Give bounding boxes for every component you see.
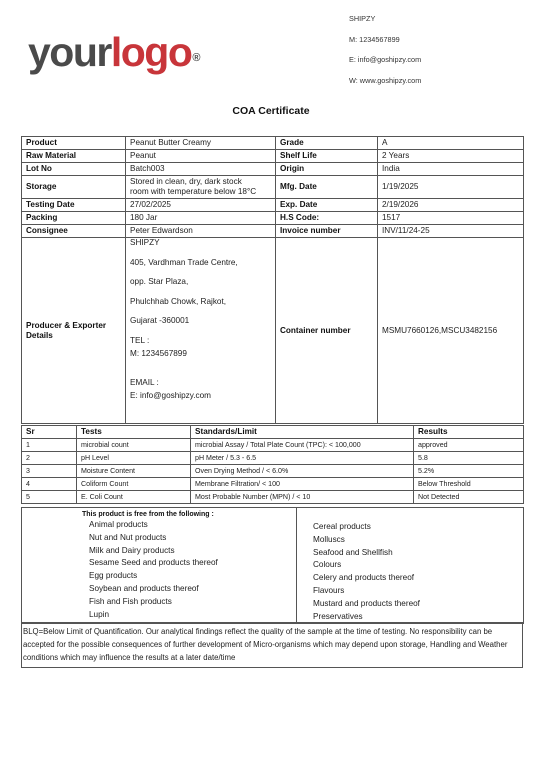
table-row: [22, 176, 524, 199]
table-row: [22, 199, 524, 212]
producer-email: E: info@goshipzy.com: [130, 390, 211, 400]
test-sr: 3: [22, 465, 77, 478]
footnote-table: [21, 622, 523, 668]
company-name: SHIPZY: [349, 14, 376, 23]
test-standard: Membrane Filtration/ < 100: [191, 478, 414, 491]
test-result: Not Detected: [414, 491, 524, 504]
storage-line-2: room with temperature below 18°C: [130, 187, 257, 196]
exp-date-label: Exp. Date: [276, 199, 378, 212]
hs-code-label: H.S Code:: [276, 212, 378, 225]
raw-material-value: Peanut: [126, 150, 276, 163]
test-results-table: [21, 425, 524, 504]
product-label: Product: [22, 137, 126, 150]
allergen-free-table: [21, 507, 524, 624]
table-row: [22, 623, 523, 668]
test-name: microbial count: [77, 439, 191, 452]
allergen-item: Milk and Dairy products: [89, 545, 175, 555]
footnote-text: BLQ=Below Limit of Quantification. Our analytical findings reflect the quality of the sample at the time of testing. No responsibility can be accepted for the possible consequences of further development of Micro-organisms which may depend upon storage, Handling and Weather conditions which may influence the results at a later date/time: [22, 623, 523, 668]
test-name: E. Coli Count: [77, 491, 191, 504]
allergen-left-cell: [22, 508, 297, 624]
shelf-life-label: Shelf Life: [276, 150, 378, 163]
company-logo: [28, 28, 201, 76]
test-sr: 5: [22, 491, 77, 504]
producer-label: [22, 238, 126, 424]
table-row: [22, 150, 524, 163]
table-row: [22, 508, 524, 624]
packing-label: Packing: [22, 212, 126, 225]
company-contact: [349, 14, 421, 96]
allergen-item: Mustard and products thereof: [313, 598, 420, 608]
allergen-item: Fish and Fish products: [89, 596, 172, 606]
producer-address-4: Gujarat -360001: [130, 316, 190, 325]
logo-text-logo: logo: [110, 29, 192, 75]
test-name: pH Level: [77, 452, 191, 465]
lot-no-label: Lot No: [22, 163, 126, 176]
consignee-label: Consignee: [22, 225, 126, 238]
product-info-table: [21, 136, 524, 424]
table-header-row: [22, 426, 524, 439]
producer-tel: M: 1234567899: [130, 348, 187, 358]
producer-address-2: opp. Star Plaza,: [130, 277, 189, 286]
allergen-item: Nut and Nut products: [89, 532, 167, 542]
allergen-item: Animal products: [89, 520, 148, 529]
table-row: [22, 478, 524, 491]
table-row: [22, 439, 524, 452]
test-result: 5.2%: [414, 465, 524, 478]
testing-date-label: Testing Date: [22, 199, 126, 212]
mfg-date-value: 1/19/2025: [378, 176, 524, 199]
allergen-item: Flavours: [313, 585, 345, 595]
company-mobile: M: 1234567899: [349, 34, 400, 44]
allergen-item: Sesame Seed and products thereof: [89, 558, 218, 568]
allergen-item: Celery and products thereof: [313, 573, 415, 583]
test-name: Coliform Count: [77, 478, 191, 491]
producer-name: SHIPZY: [130, 238, 160, 247]
logo-text-your: your: [28, 29, 111, 75]
table-row: [22, 238, 524, 424]
origin-value: India: [378, 163, 524, 176]
test-sr: 1: [22, 439, 77, 452]
table-row: [22, 491, 524, 504]
allergen-item: Cereal products: [313, 522, 371, 531]
col-header-standards: Standards/Limit: [191, 426, 414, 439]
allergen-item: Egg products: [89, 571, 138, 581]
allergen-item: Soybean and products thereof: [89, 583, 199, 593]
document-title: COA Certificate: [232, 105, 310, 117]
storage-value: [126, 176, 276, 199]
test-standard: Oven Drying Method / < 6.0%: [191, 465, 414, 478]
allergen-item: Colours: [313, 560, 342, 570]
origin-label: Origin: [276, 163, 378, 176]
container-value: MSMU7660126,MSCU3482156: [378, 238, 524, 424]
col-header-sr: Sr: [22, 426, 77, 439]
test-standard: microbial Assay / Total Plate Count (TPC): < 100,000: [191, 439, 414, 452]
producer-email-label: EMAIL :: [130, 377, 159, 387]
producer-address-1: 405, Vardhman Trade Centre,: [130, 257, 238, 267]
allergen-right-cell: [297, 508, 524, 624]
table-row: [22, 225, 524, 238]
lot-no-value: Batch003: [126, 163, 276, 176]
invoice-value: INV/11/24-25: [378, 225, 524, 238]
storage-label: Storage: [22, 176, 126, 199]
allergen-heading: This product is free from the following :: [82, 511, 214, 518]
col-header-results: Results: [414, 426, 524, 439]
test-name: Moisture Content: [77, 465, 191, 478]
raw-material-label: Raw Material: [22, 150, 126, 163]
producer-label-line-2: Details: [26, 330, 53, 340]
invoice-label: Invoice number: [276, 225, 378, 238]
producer-tel-label: TEL :: [130, 335, 150, 345]
producer-details: [126, 238, 276, 424]
packing-value: 180 Jar: [126, 212, 276, 225]
table-row: [22, 465, 524, 478]
table-row: [22, 452, 524, 465]
mfg-date-label: Mfg. Date: [276, 176, 378, 199]
allergen-item: Preservatives: [313, 611, 363, 621]
company-email: E: info@goshipzy.com: [349, 55, 422, 64]
exp-date-value: 2/19/2026: [378, 199, 524, 212]
shelf-life-value: 2 Years: [378, 150, 524, 163]
test-result: 5.8: [414, 452, 524, 465]
company-website: W: www.goshipzy.com: [349, 75, 422, 85]
test-sr: 4: [22, 478, 77, 491]
testing-date-value: 27/02/2025: [126, 199, 276, 212]
grade-value: A: [378, 137, 524, 150]
allergen-item: Seafood and Shellfish: [313, 547, 393, 557]
table-row: [22, 137, 524, 150]
test-standard: pH Meter / 5.3 - 6.5: [191, 452, 414, 465]
table-row: [22, 163, 524, 176]
grade-label: Grade: [276, 137, 378, 150]
test-standard: Most Probable Number (MPN) / < 10: [191, 491, 414, 504]
test-result: approved: [414, 439, 524, 452]
table-row: [22, 212, 524, 225]
test-result: Below Threshold: [414, 478, 524, 491]
producer-label-line-1: Producer & Exporter: [26, 320, 107, 330]
allergen-item: Molluscs: [313, 534, 345, 544]
producer-address-3: Phulchhab Chowk, Rajkot,: [130, 296, 227, 306]
allergen-item: Lupin: [89, 609, 110, 619]
registered-mark: ®: [192, 52, 201, 64]
col-header-tests: Tests: [77, 426, 191, 439]
container-label: Container number: [276, 238, 378, 424]
test-sr: 2: [22, 452, 77, 465]
consignee-value: Peter Edwardson: [126, 225, 276, 238]
storage-line-1: Stored in clean, dry, dark stock: [130, 177, 242, 186]
product-value: Peanut Butter Creamy: [126, 137, 276, 150]
hs-code-value: 1517: [378, 212, 524, 225]
